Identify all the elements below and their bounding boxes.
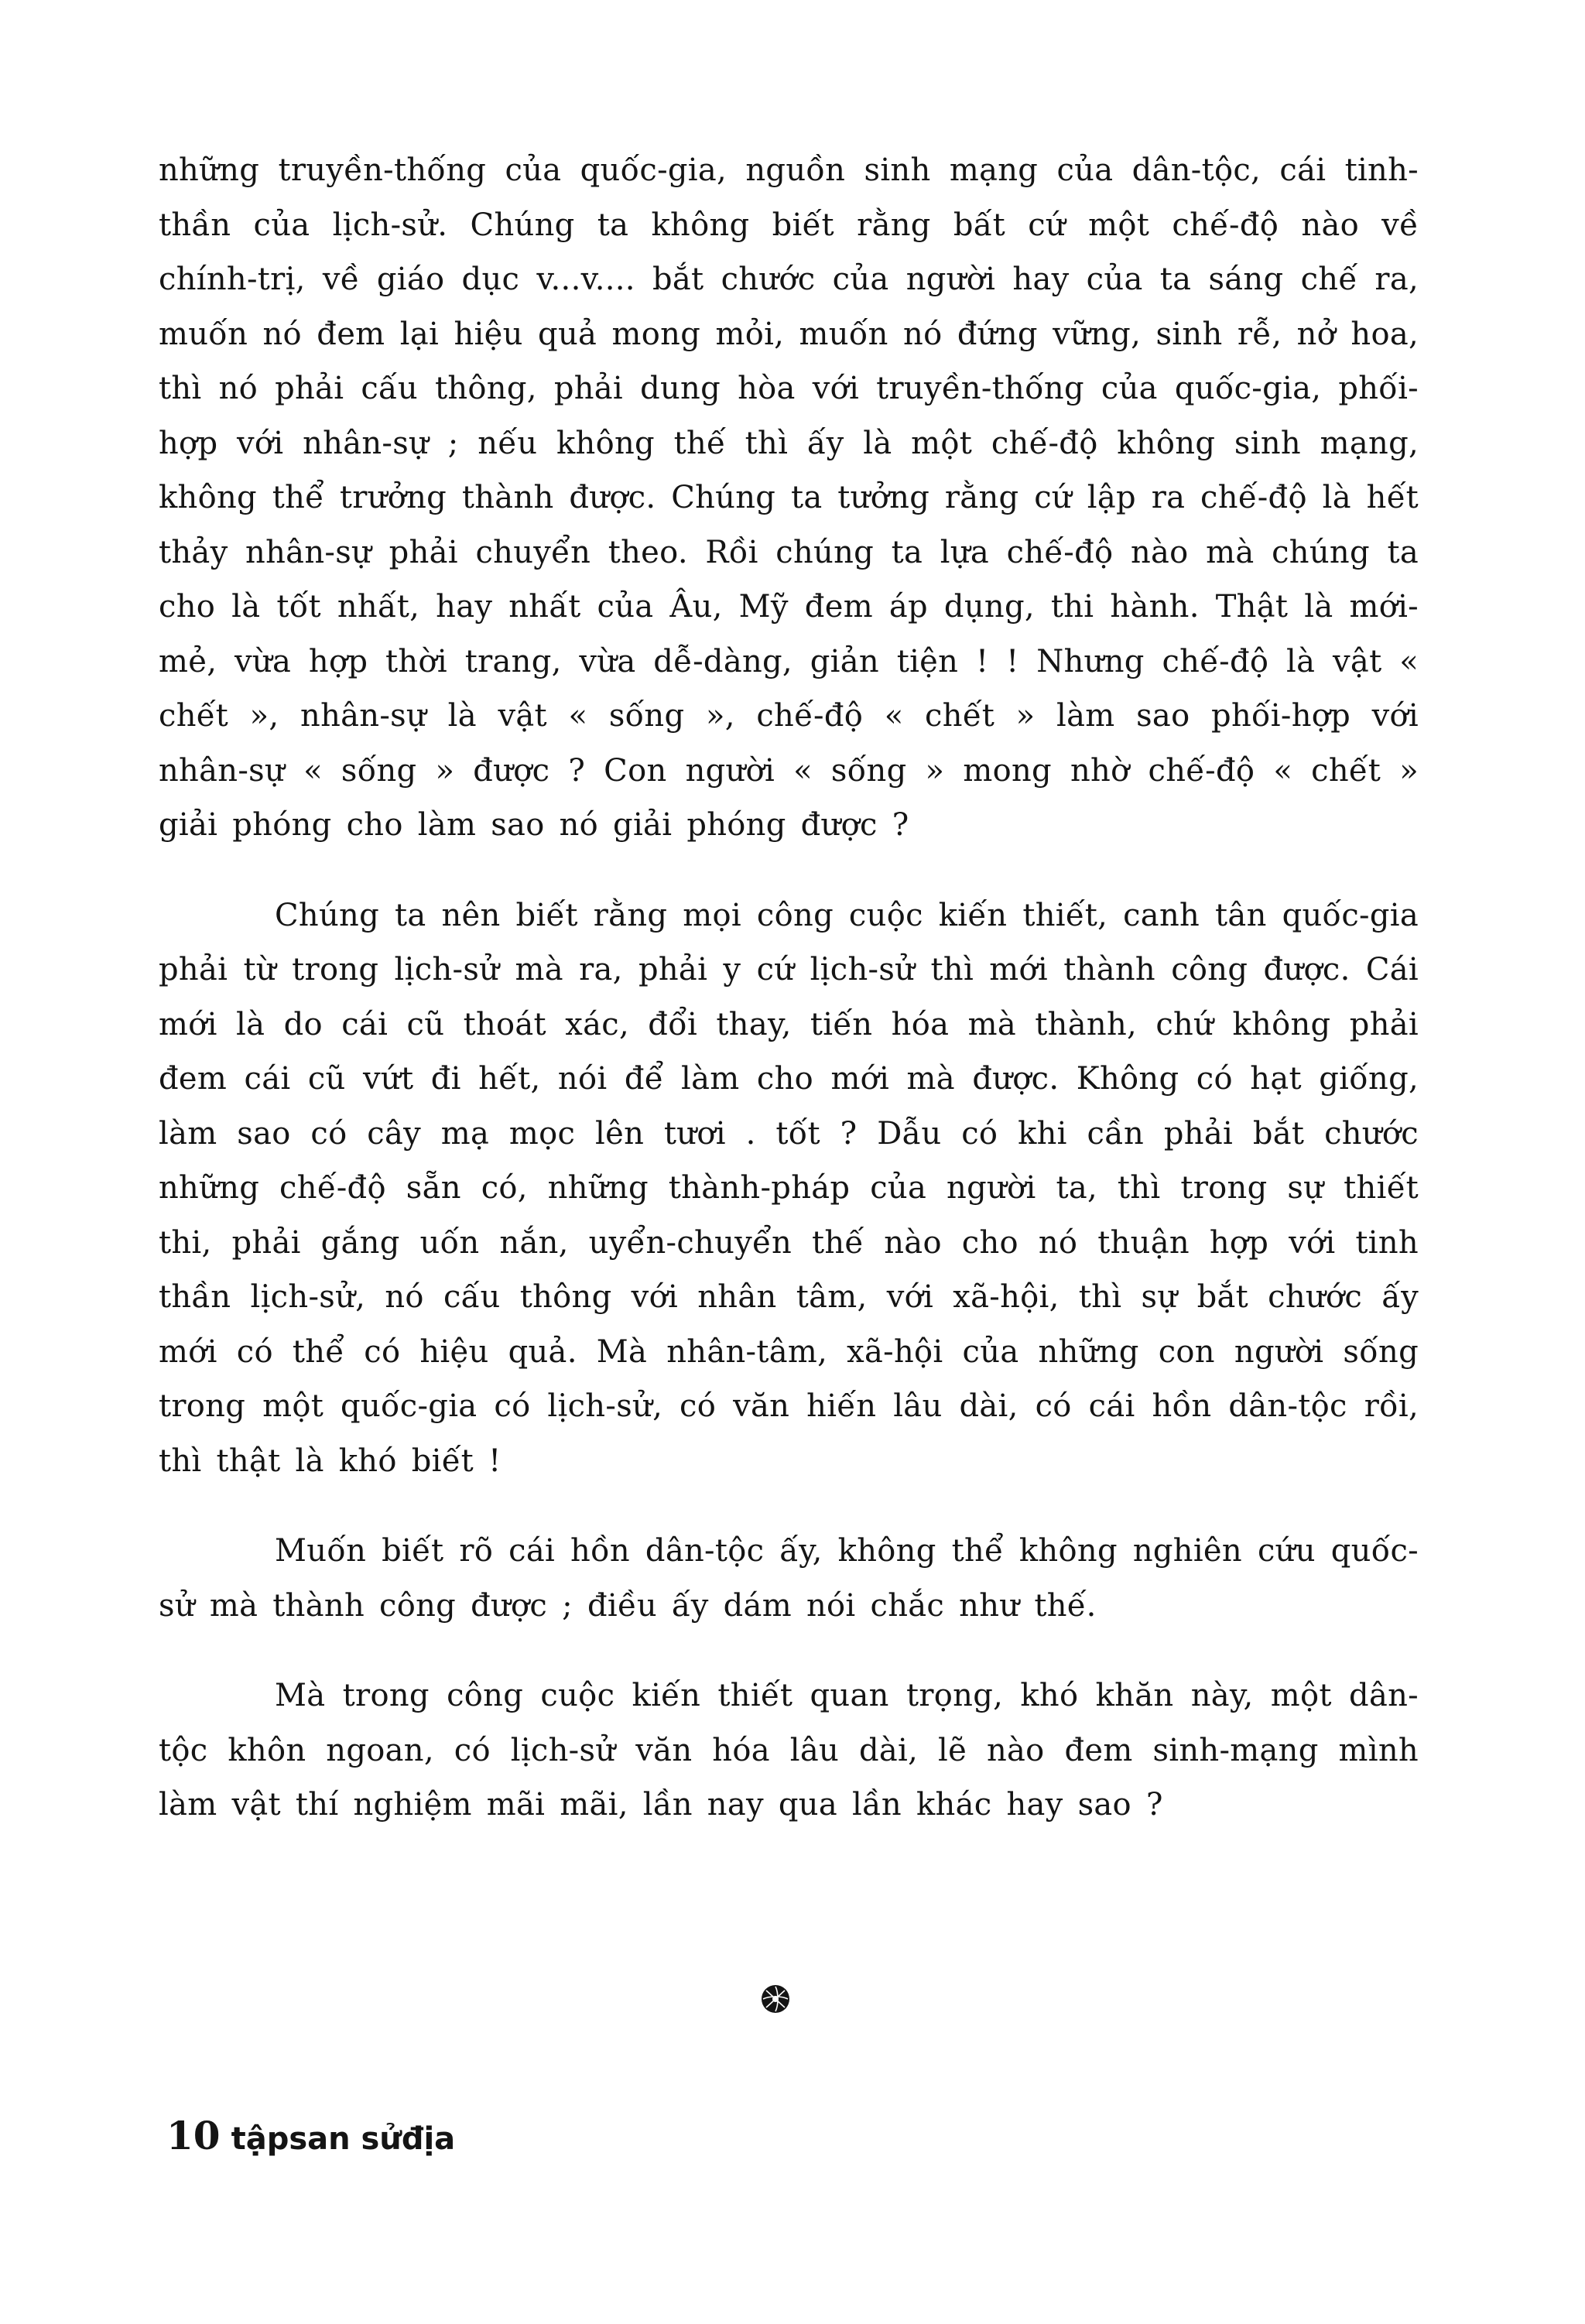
- paragraph: Chúng ta nên biết rằng mọi công cuộc kiến thiết, canh tân quốc-gia phải từ trong lịch-sử mà ra, phải y cứ lịch-sử thì mới thành công được. Cái mới là do cái cũ thoát xác, đổi thay, tiến hóa mà thành, chứ không phải đem cái cũ vứt đi hết, nói để làm cho mới mà được. Không có hạt giống, làm sao có cây mạ mọc lên tươi . tốt ? Dẫu có khi cần phải bắt chước những chế-độ sẵn có, những thành-pháp của người ta, thì trong sự thiết thi, phải gắng uốn nắn, uyển-chuyển thế nào cho nó thuận hợp với tinh thần lịch-sử, nó cấu thông với nhân tâm, với xã-hội, thì sự bắt chước ấy mới có thể có hiệu quả. Mà nhân-tâm, xã-hội của những con người sống trong một quốc-gia có lịch-sử, có văn hiến lâu dài, có cái hồn dân-tộc rồi, thì thật là khó biết !: [159, 897, 1419, 1479]
- paragraph: Mà trong công cuộc kiến thiết quan trọng, khó khăn này, một dân-tộc khôn ngoan, có lịch-sử văn hóa lâu dài, lẽ nào đem sinh-mạng mình làm vật thí nghiệm mãi mãi, lần nay qua lần khác hay sao ?: [159, 1678, 1419, 1823]
- paragraph: Muốn biết rõ cái hồn dân-tộc ấy, không thể không nghiên cứu quốc-sử mà thành công được ; điều ấy dám nói chắc như thế.: [159, 1533, 1419, 1624]
- page-number: 10: [166, 2113, 221, 2158]
- paragraph-continued: những truyền-thống của quốc-gia, nguồn sinh mạng của dân-tộc, cái tinh-thần của lịch-sử. Chúng ta không biết rằng bất cứ một chế-độ nào về chính-trị, về giáo dục v...v.... bắt chước của người hay của ta sáng chế ra, muốn nó đem lại hiệu quả mong mỏi, muốn nó đứng vững, sinh rễ, nở hoa, thì nó phải cấu thông, phải dung hòa với truyền-thống của quốc-gia, phối-hợp với nhân-sự ; nếu không thế thì ấy là một chế-độ không sinh mạng, không thể trưởng thành được. Chúng ta tưởng rằng cứ lập ra chế-độ là hết thảy nhân-sự phải chuyển theo. Rồi chúng ta lựa chế-độ nào mà chúng ta cho là tốt nhất, hay nhất của Âu, Mỹ đem áp dụng, thi hành. Thật là mới-mẻ, vừa hợp thời trang, vừa dễ-dàng, giản tiện ! ! Nhưng chế-độ là vật « chết », nhân-sự là vật « sống », chế-độ « chết » làm sao phối-hợp với nhân-sự « sống » được ? Con người « sống » mong nhờ chế-độ « chết » giải phóng cho làm sao nó giải phóng được ?: [159, 152, 1419, 843]
- body-text: [159, 143, 1419, 1833]
- flower-ornament-icon: [760, 1983, 791, 2014]
- page-footer: [166, 2113, 455, 2158]
- publication-name: tậpsan sửđịa: [231, 2121, 456, 2157]
